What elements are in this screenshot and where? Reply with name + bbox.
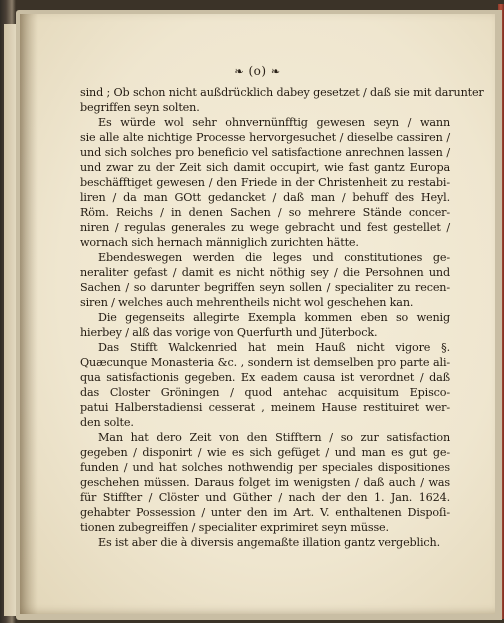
ornament-left-icon: ❧ <box>234 65 245 78</box>
text-line: gegeben / disponirt / wie es sich gefüget / und man es gut ge- <box>80 446 450 459</box>
text-line: sind ; Ob schon nicht außdrücklich dabey gesetzet / daß sie mit darunter <box>80 86 484 99</box>
page <box>20 14 495 614</box>
text-line: qua satisfactionis gegeben. Ex eadem causa ist verordnet / daß <box>80 371 450 384</box>
text-line: funden / und hat solches nothwendig per speciales dispositiones <box>80 461 450 474</box>
text-line: niren / regulas generales zu wege gebracht und fest gestellet / <box>80 221 450 234</box>
page-header <box>20 64 495 78</box>
body-text <box>80 85 484 550</box>
text-line: Das Stifft Walckenried hat mein Hauß nicht vigore §. <box>98 341 450 354</box>
gutter-shadow <box>20 14 38 614</box>
text-line: hierbey / alß das vorige von Querfurth und Jüterbock. <box>80 326 378 339</box>
text-line: den solte. <box>80 416 134 429</box>
text-line: und zwar zu der Zeit sich damit occupirt, wie fast gantz Europa <box>80 161 450 174</box>
text-line: beschäfftiget gewesen / den Friede in der Christenheit zu restabi- <box>80 176 450 189</box>
text-line: Die gegenseits allegirte Exempla kommen eben so wenig <box>98 311 450 324</box>
text-line: gehabter Possession / unter den im Art. V. enthaltenen Dispoſi- <box>80 506 450 519</box>
text-line: geschehen müssen. Daraus folget im wenigsten / daß auch / was <box>80 476 450 489</box>
text-line: Es würde wol sehr ohnvernünfftig gewesen seyn / wann <box>98 116 450 129</box>
text-line: Ebendeswegen werden die leges und constitutiones ge- <box>98 251 450 264</box>
text-line: patui Halberstadiensi cesserat , meinem Hause restituiret wer- <box>80 401 450 414</box>
text-line: liren / da man GOtt gedancket / daß man / behuff des Heyl. <box>80 191 450 204</box>
text-line: Es ist aber die à diversis angemaßte illation gantz vergeblich. <box>98 536 440 549</box>
text-line: sie alle alte nichtige Processe hervorgesuchet / dieselbe cassiren / <box>80 131 450 144</box>
text-line: und sich solches pro beneficio vel satisfactione anrechnen lassen / <box>80 146 450 159</box>
text-line: Röm. Reichs / in denen Sachen / so mehrere Stände concer- <box>80 206 450 219</box>
text-line: wornach sich hernach männiglich zurichten hätte. <box>80 236 359 249</box>
text-line: tionen zubegreiffen / specialiter exprimiret seyn müsse. <box>80 521 389 534</box>
text-line: das Closter Gröningen / quod antehac acquisitum Episco- <box>80 386 450 399</box>
text-line: neraliter gefast / damit es nicht nöthig sey / die Persohnen und <box>80 266 450 279</box>
text-line: Sachen / so darunter begriffen seyn sollen / specialiter zu recen- <box>80 281 450 294</box>
text-line: Man hat dero Zeit von den Stifftern / so zur satisfaction <box>98 431 450 444</box>
text-line: siren / welches auch mehrentheils nicht wol geschehen kan. <box>80 296 414 309</box>
text-line: Quæcunque Monasteria &c. , sondern ist demselben pro parte ali- <box>80 356 450 369</box>
page-number: (o) <box>248 64 267 78</box>
text-line: für Stiffter / Clöster und Güther / nach der den 1. Jan. 1624. <box>80 491 450 504</box>
ornament-right-icon: ❧ <box>270 65 281 78</box>
text-line: begriffen seyn solten. <box>80 101 200 114</box>
